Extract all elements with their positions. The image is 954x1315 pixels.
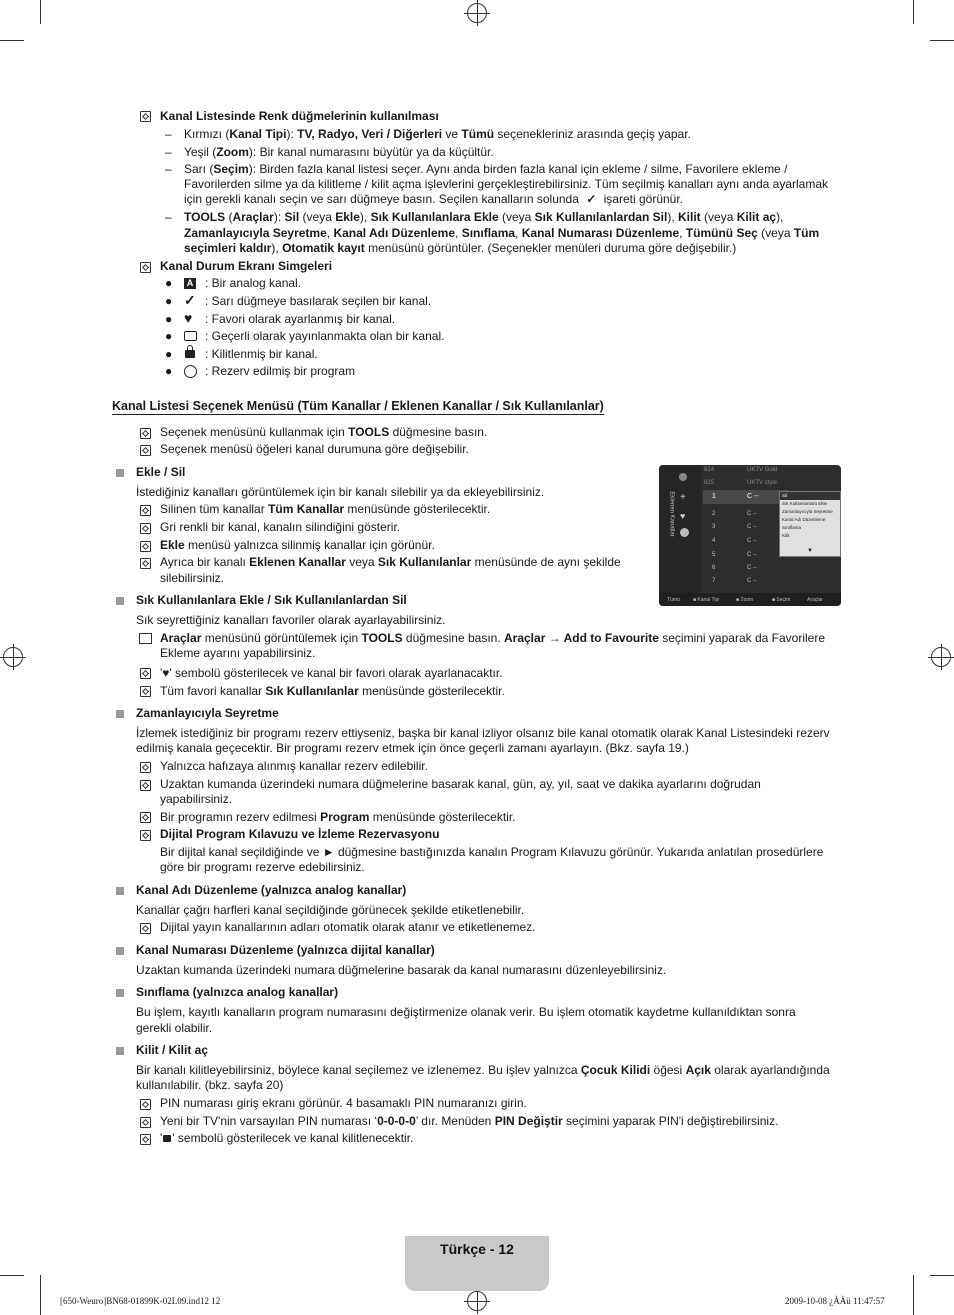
note-icon [140,780,151,791]
bold-term: Kanal Numarası Düzenleme [521,226,680,240]
text-run: Silinen tüm kanallar [160,502,269,516]
note-text: PIN numarası giriş ekranı görünür. 4 basamaklı PIN numaranızı girin. [160,1096,527,1110]
color-yellow-line-1 [184,162,787,177]
text-run: , [455,226,462,240]
text-run: öğesi [650,1063,686,1077]
subsection-title: Kilit / Kilit aç [136,1043,209,1057]
bold-term: Araçlar → Add to Favourite [504,631,659,645]
popup-item-lock[interactable]: Kilit [782,533,790,538]
note-text [160,502,490,517]
channel-name: C -- [747,578,757,584]
channel-number: 5 [712,552,716,558]
clock-icon [680,528,689,537]
bold-term: Sık Kullanılanlar [265,684,359,698]
dash-bullet: – [165,210,172,224]
bullet: ● [165,329,173,343]
note-text: yapabilirsiniz. [160,792,233,806]
bold-term: TOOLS [184,210,226,224]
text-run: (veya [757,226,794,240]
registration-mark-bottom [467,1291,487,1311]
bullet: ● [165,347,173,361]
bold-term: Kanal Tipi [229,127,287,141]
subsection-title: Kanal Numarası Düzenleme (yalnızca dijital kanallar) [136,943,435,957]
yellow-text-b: işareti görünür. [603,192,684,206]
note-icon [140,445,151,456]
note-icon [140,541,151,552]
bold-term: Sık Kullanılanlardan Sil [534,210,668,224]
text-run: menüsünde de aynı şekilde [471,555,621,569]
note-text-tail: ' sembolü gösterilecek ve kanal kilitlenecektir. [172,1131,414,1145]
text-run: veya [345,555,378,569]
plus-icon: + [680,492,686,503]
print-info-right: 2009-10-08 ¿ÀÀü 11:47:57 [785,1296,885,1306]
tools-line-3 [184,241,736,256]
note-icon [140,830,151,841]
yellow-text-a: için gerekli kanalı seçin ve sarı düğmeye basın. Seçilen kanalların solunda [184,192,579,206]
square-bullet [116,1047,124,1055]
bold-term: Tüm Kanallar [268,502,345,516]
bullet: ● [165,312,173,326]
subsection-title: Kanal Adı Düzenleme (yalnızca analog kanallar) [136,883,407,897]
crop-mark [40,0,41,24]
bold-term: Kanal Adı Düzenleme [333,226,456,240]
text-run: (veya [498,210,535,224]
popup-item-timer-viewing[interactable]: Zamanlayıcıyla Seyretme [782,509,833,514]
note-icon [140,428,151,439]
square-bullet [116,887,124,895]
paragraph: Kanallar çağrı harfleri kanal seçildiğinde görünecek şekilde etiketlenebilir. [136,903,525,917]
note-text [160,538,435,553]
channel-name: C -- [747,538,757,544]
section-title: Kanal Durum Ekranı Simgeleri [160,259,333,273]
section-title: Kanal Listesinde Renk düğmelerinin kullanılması [160,109,439,123]
antenna-icon [679,473,687,481]
text-run: menüsünde gösterilecektir. [369,810,516,824]
note-text: Dijital yayın kanallarının adları otomatik olarak atanır ve etiketlenemez. [160,920,536,934]
crop-mark [913,1275,914,1315]
bold-term: Sil [284,210,300,224]
bold-term: Program [320,810,370,824]
note-icon [140,1099,151,1110]
text-run: ): [286,127,298,141]
text-run: ), [667,210,679,224]
footer-select: ■ Seçim [772,597,791,603]
subsection-title: Ekle / Sil [136,465,186,479]
bold-term: PIN Değiştir [494,1114,563,1128]
bold-term: Sık Kullanılanlar [377,555,472,569]
channel-number: 4 [712,538,716,544]
check-icon: ✓ [184,292,196,308]
note-icon [140,111,151,122]
paragraph: kullanılabilir. (bkz. sayfa 20) [136,1078,284,1092]
footer-zoom: ■ Zoom [736,597,754,603]
text-run: Sarı ( [184,162,214,176]
color-yellow-line-3 [184,192,683,207]
note-icon [140,558,151,569]
heart-icon: ♥ [680,511,686,521]
crop-mark [930,1275,954,1276]
note-text [160,1114,778,1129]
popup-item-add-favourite[interactable]: Sık Kullanılanlara Ekle [782,501,828,506]
footer-tools: Araçlar [807,597,823,603]
registration-mark-left [3,647,23,667]
text-run: Seçenek menüsünü kullanmak için [160,425,349,439]
tools-note-text: Ekleme ayarını yapabilirsiniz. [160,646,316,660]
footer-all: Tümü [667,597,680,603]
tools-note-icon [139,633,152,644]
text-run: düğmesine basın. [402,631,504,645]
crop-mark [930,40,954,41]
popup-item-sort[interactable]: Sınıflama [782,525,802,530]
chevron-down-icon[interactable]: ▼ [807,548,813,554]
note-icon [140,262,151,273]
bold-term: Ekle [160,538,185,552]
text-run: Bir programın rezerv edilmesi [160,810,321,824]
paragraph: İstediğiniz kanalları görüntülemek için bir kanalı silebilir ya da ekleyebilirsiniz. [136,485,545,499]
channel-name: C -- [747,493,759,500]
lock-icon [185,350,195,358]
top-row-name: UKTV style [747,480,778,486]
registration-mark-top [467,3,487,23]
note-icon [140,523,151,534]
text-run: menüsünü görüntüler. (Seçenekler menüleri duruma göre değişebilir.) [364,241,737,255]
text-run: ): Birden fazla kanal listesi seçer. Aynı anda birden fazla kanal için ekleme / silme, Favorilere ekleme / [248,162,788,176]
bold-term: Zamanlayıcıyla Seyretme [184,226,327,240]
paragraph: Sık seyrettiğiniz kanalları favoriler olarak ayarlayabilirsiniz. [136,613,446,627]
note-text [160,1131,413,1146]
square-bullet [116,710,124,718]
text-run: (veya [700,210,737,224]
top-row-number: 825 [704,480,715,486]
bold-term: Seçim [213,162,249,176]
text-run: ), [271,241,283,255]
text-run: düğmesine basın. [389,425,488,439]
text-run: Yeşil ( [184,145,217,159]
note-text: Gri renkli bir kanal, kanalın silindiğini gösterir. [160,520,401,534]
paragraph: göre bir programı rezerve edebilirsiniz. [160,860,365,874]
text-run: ): [273,210,285,224]
color-green-line [184,145,494,160]
text-run: ), [776,210,784,224]
status-item: : Geçerli olarak yayınlanmakta olan bir kanal. [205,329,445,343]
text-run: menüsü yalnızca silinmiş kanallar için görünür. [184,538,435,552]
paragraph: gerekli olabilir. [136,1021,213,1035]
note-icon [140,762,151,773]
bold-term: Çocuk Kilidi [580,1063,651,1077]
square-bullet [116,989,124,997]
quote-open: ' [160,1131,163,1145]
text-run: Bir kanalı kilitleyebilirsiniz, böylece kanal seçilemez ve izlenemez. Bu işlev yalnızca [136,1063,581,1077]
crop-mark [0,40,24,41]
crop-mark [913,0,914,24]
status-item: : Favori olarak ayarlanmış bir kanal. [205,312,396,326]
lock-shackle-icon [187,345,193,351]
bold-term: TOOLS [348,425,390,439]
square-bullet [116,597,124,605]
note-text [160,555,621,570]
subsection-title: Zamanlayıcıyla Seyretme [136,706,279,720]
bold-term: Kilit aç [736,210,777,224]
bold-term: Açık [685,1063,711,1077]
note-text-tail: ' sembolü gösterilecek ve kanal bir favori olarak ayarlanacaktır. [169,666,503,680]
bold-term: seçimleri kaldır [184,241,272,255]
bold-term: Eklenen Kanallar [249,555,346,569]
text-run: menüsünde gösterilecektir. [358,684,505,698]
bullet: ● [165,364,173,378]
bold-term: Tüm [793,226,820,240]
channel-list-screenshot [659,465,841,606]
text-run: seçimini yaparak PIN'i değiştirebilirsiniz. [562,1114,779,1128]
page-number: Türkçe - 12 [440,1241,514,1257]
note-icon [140,1134,151,1145]
section-heading: Kanal Listesi Seçenek Menüsü (Tüm Kanallar / Eklenen Kanallar / Sık Kullanılanlar) [112,399,604,413]
status-item: : Bir analog kanal. [205,276,302,290]
popup-item-edit-name[interactable]: Kanal Adı Düzenleme [782,517,826,522]
tools-line-2 [184,226,819,241]
dash-bullet: – [165,127,172,141]
text-run: , [326,226,334,240]
channel-number: 7 [712,578,716,584]
top-row-name: UKTV Gold [747,467,778,473]
text-run: ve [442,127,462,141]
bold-term: Zoom [216,145,249,159]
registration-mark-right [931,647,951,667]
intro-note-2: Seçenek menüsü öğeleri kanal durumuna göre değişebilir. [160,442,469,456]
text-run: ), [359,210,371,224]
paragraph: Bir dijital kanal seçildiğinde ve ► düğmesine bastığınızda kanalın Program Kılavuzu görünür. Yukarıda anlatılan prosedürlere [160,845,824,859]
channel-number: 1 [712,493,716,500]
text-run: Kırmızı ( [184,127,230,141]
note-text [160,666,503,681]
lock-icon [163,1135,171,1142]
status-item: : Rezerv edilmiş bir program [205,364,356,378]
note-text: silebilirsiniz. [160,571,225,585]
text-run: ): Bir kanal numarasını büyütür ya da küçültür. [248,145,494,159]
note-icon [140,505,151,516]
dash-bullet: – [165,162,172,176]
text-run: seçenekleriniz arasında geçiş yapar. [494,127,691,141]
bullet: ● [165,294,173,308]
paragraph: edilmiş kanala geçecektir. Bir programı rezerv etmek için önce geçerli zamanı ayarlayın. (Bkz. sayfa 19.) [136,741,689,755]
bold-term: Kilit [678,210,701,224]
heart-icon: ♥ [162,666,170,680]
channel-name: C -- [747,524,757,530]
square-bullet [116,947,124,955]
note-text: Yalnızca hafızaya alınmış kanallar rezerv edilebilir. [160,759,428,773]
note-text [160,810,516,825]
screen-side-label: Eklenen Kanallar [668,491,675,537]
text-run: Ayrıca bir kanalı [160,555,250,569]
heart-icon: ♥ [184,310,193,326]
bold-term: 0-0-0-0 [377,1114,416,1128]
text-run: olarak ayarlandığında [710,1063,830,1077]
clock-icon [184,365,197,378]
top-row-number: 824 [704,467,715,473]
footer-channel-type: ■ Kanal Tipi [693,597,720,603]
dash-bullet: – [165,145,172,159]
note-icon [140,668,151,679]
paragraph [136,1063,830,1078]
bold-term: Tümü [461,127,495,141]
crop-mark [40,1275,41,1315]
channel-number: 2 [712,511,716,517]
note-icon [140,812,151,823]
popup-item-delete[interactable]: Sil [780,492,840,500]
note-text: Dijital Program Kılavuzu ve İzleme Rezervasyonu [160,827,440,841]
tools-popup-menu [779,491,841,557]
crop-mark [0,1275,24,1276]
tools-note-text [160,631,825,646]
channel-name: C -- [747,565,757,571]
bold-term: Araçlar [232,210,274,224]
subsection-title: Sınıflama (yalnızca analog kanallar) [136,985,339,999]
bold-term: Sınıflama [461,226,516,240]
bold-term: Ekle [335,210,360,224]
text-run: menüsünü görüntülemek için [201,631,362,645]
note-text [160,684,505,699]
channel-name: C -- [747,552,757,558]
text-run: seçimini yaparak da Favorilere [658,631,825,645]
paragraph: Uzaktan kumanda üzerindeki numara düğmelerine basarak da kanal numarasını düzenleyebilirsiniz. [136,963,667,977]
tools-line-1 [184,210,783,225]
bold-term: TV, Radyo, Veri / Diğerleri [297,127,443,141]
text-run: ( [225,210,233,224]
channel-number: 6 [712,565,716,571]
channel-number: 3 [712,524,716,530]
square-bullet [116,469,124,477]
text-run: ’ dır. Menüden [415,1114,495,1128]
text-run: Tüm favori kanallar [160,684,266,698]
intro-note-1 [160,425,487,440]
paragraph: İzlemek istediğiniz bir programı rezerv ettiyseniz, başka bir kanal izliyor olsanız bile kanal otomatik olarak Kanal Listesindeki rezerv [136,726,830,740]
channel-name: C -- [747,511,757,517]
print-info-left: [650-Weuro]BN68-01899K-02L09.ind12 12 [60,1296,221,1306]
status-item: : Sarı düğmeye basılarak seçilen bir kanal. [205,294,432,308]
subsection-title: Sık Kullanılanlara Ekle / Sık Kullanılanlardan Sil [136,593,407,607]
color-yellow-line-2: Favorilerden silme ya da kilitleme / kilit açma işlevlerini gerçekleştirebilirsiniz. Tüm seçilmiş kanalları aynı anda ayarlamak [184,177,829,191]
quote-open: ' [160,666,163,680]
tv-icon [184,331,197,341]
bold-term: Sık Kullanılanlara Ekle [370,210,499,224]
bullet: ● [165,276,173,290]
text-run: Yeni bir TV'nin varsayılan PIN numarası ‘ [160,1114,378,1128]
text-run: , [679,226,686,240]
analog-icon: A [184,278,196,289]
bold-term: Tümünü Seç [685,226,758,240]
note-icon [140,923,151,934]
note-text: Uzaktan kumanda üzerindeki numara düğmelerine basarak kanal, gün, ay, yıl, saat ve dakika ayarlarını doğrudan [160,777,761,791]
status-item: : Kilitlenmiş bir kanal. [205,347,318,361]
note-icon [140,1117,151,1128]
color-red-line [184,127,691,142]
bold-term: Otomatik kayıt [282,241,365,255]
text-run: menüsünde gösterilecektir. [344,502,491,516]
bold-term: TOOLS [361,631,403,645]
bold-term: Araçlar [160,631,202,645]
note-icon [140,686,151,697]
text-run: , [515,226,522,240]
check-icon: ✓ [586,192,597,206]
paragraph: Bu işlem, kayıtlı kanalların program numarasını değiştirmenize olanak verir. Bu işlem otomatik kaydetme kullanıldıktan sonra [136,1005,796,1019]
text-run: (veya [299,210,336,224]
